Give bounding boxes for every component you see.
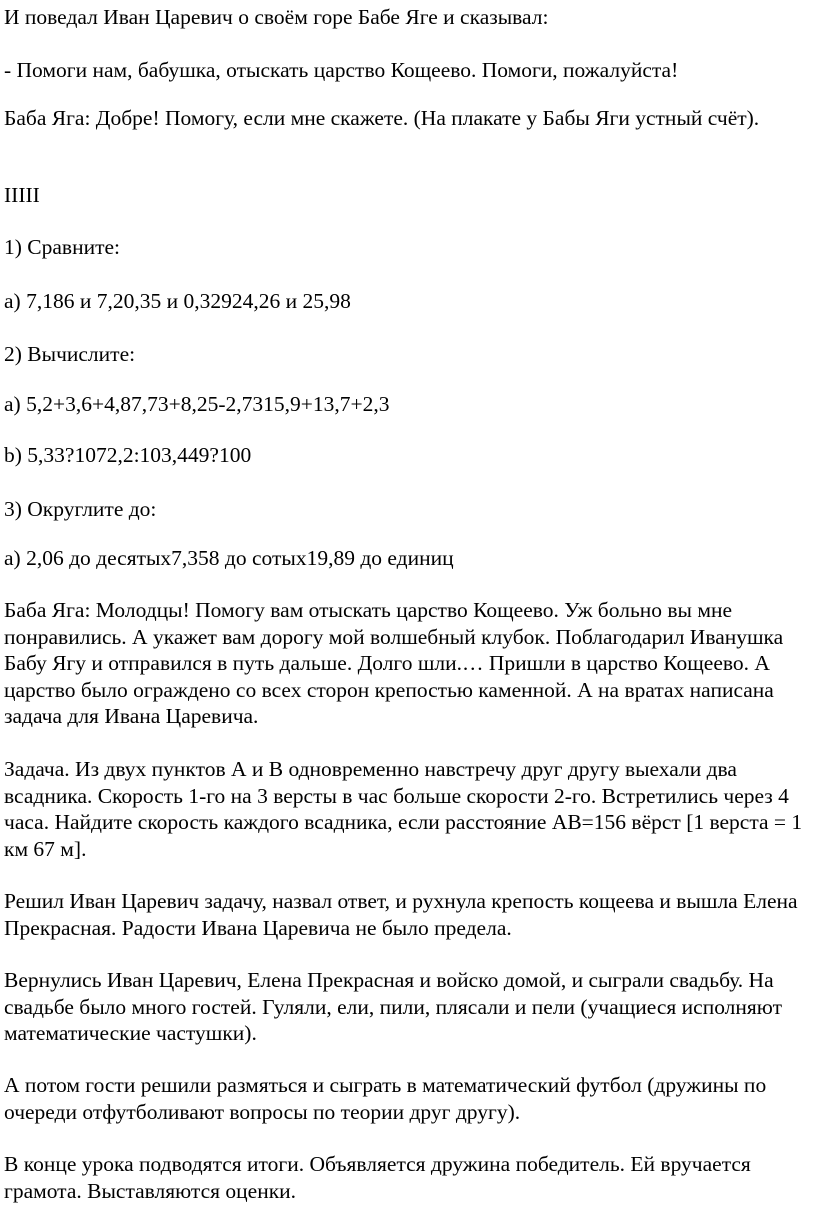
paragraph-math-football: А потом гости решили размяться и сыграть в математический футбол (дружины по очереди отфутболивают вопросы по теории друг другу). [4, 1073, 767, 1124]
task-compute-items-a: а) 5,2+3,6+4,87,73+8,25-2,7315,9+13,7+2,3 [4, 392, 390, 416]
paragraph-wedding: Вернулись Иван Царевич, Елена Прекрасная и войско домой, и сыграли свадьбу. На свадьбе было много гостей. Гуляли, ели, пили, плясали и пели (учащиеся исполняют математические частушки). [4, 968, 782, 1045]
task-compute-items-b: b) 5,33?1072,2:103,449?100 [4, 443, 252, 467]
task-heading-round: 3) Округлите до: [4, 497, 157, 521]
paragraph-intro: И поведал Иван Царевич о своём горе Бабе Яге и сказывал: [4, 5, 549, 29]
paragraph-baba-yaga-praise: Баба Яга: Молодцы! Помогу вам отыскать царство Кощеево. Уж больно вы мне понравились. А укажет вам дорогу мой волшебный клубок. Поблагодарил Иванушка Бабу Ягу и отправился в путь дальше. Долго шли.… Пришли в царство Кощеево. А царство было ограждено со всех сторон крепостью каменной. А на вратах написана задача для Ивана Царевича. [4, 598, 784, 728]
paragraph-summary: В конце урока подводятся итоги. Объявляется дружина победитель. Ей вручается грамота. Выставляются оценки. [4, 1152, 751, 1203]
paragraph-baba-yaga-reply: Баба Яга: Добре! Помогу, если мне скажете. (На плакате у Бабы Яги устный счёт). [4, 106, 760, 130]
paragraph-plea: - Помоги нам, бабушка, отыскать царство Кощеево. Помоги, пожалуйста! [4, 58, 679, 82]
paragraph-roman-marker: IIIII [4, 183, 40, 207]
task-round-items: а) 2,06 до десятых7,358 до сотых19,89 до единиц [4, 546, 454, 570]
paragraph-fortress-falls: Решил Иван Царевич задачу, назвал ответ, и рухнула крепость кощеева и вышла Елена Прекрасная. Радости Ивана Царевича не было предела. [4, 889, 798, 940]
task-compare-items: а) 7,186 и 7,20,35 и 0,32924,26 и 25,98 [4, 289, 351, 313]
paragraph-problem: Задача. Из двух пунктов А и В одновременно навстречу друг другу выехали два всадника. Скорость 1-го на 3 версты в час больше скорости 2-го. Встретились через 4 часа. Найдите скорость каждого всадника, если расстояние АВ=156 вёрст [1 верста = 1 км 67 м]. [4, 757, 803, 861]
task-heading-compute: 2) Вычислите: [4, 342, 136, 366]
task-heading-compare: 1) Сравните: [4, 235, 120, 259]
